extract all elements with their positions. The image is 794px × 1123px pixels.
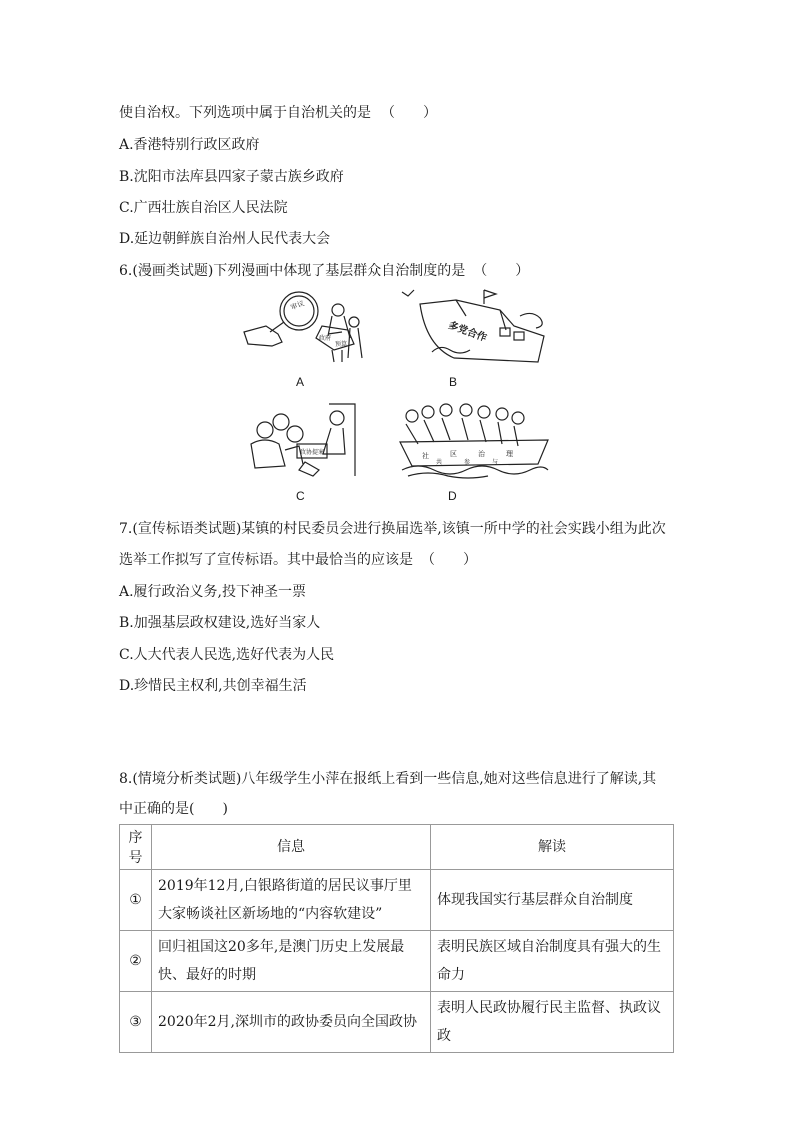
table-row xyxy=(120,870,674,931)
q8-info-table xyxy=(119,824,674,1053)
cartoon-d-text-2: 区 xyxy=(450,450,457,458)
q7-option-c: C.人大代表人民选,选好代表为人民 xyxy=(119,647,335,663)
q5-option-b: B.沈阳市法库县四家子蒙古族乡政府 xyxy=(119,169,344,185)
cartoon-b-image xyxy=(396,286,551,364)
table-header-interpretation: 解读 xyxy=(431,825,674,870)
q8-stem-line1: 8.(情境分析类试题)八年级学生小萍在报纸上看到一些信息,她对这些信息进行了解读,其 xyxy=(119,771,657,787)
q6-paren: （ ） xyxy=(473,263,530,279)
q7-stem-line2-text: 选举工作拟写了宣传标语。其中最恰当的应该是 xyxy=(119,552,413,568)
cartoon-d-text-5: 共 xyxy=(436,459,443,466)
cartoon-a-caption: A xyxy=(296,375,305,389)
q7-stem-line1: 7.(宣传标语类试题)某镇的村民委员会进行换届选举,该镇一所中学的社会实践小组为此次 xyxy=(119,521,666,537)
table-cell-index: ③ xyxy=(120,992,152,1053)
cartoon-d-text-1: 社 xyxy=(422,452,429,460)
q5-option-d: D.延边朝鲜族自治州人民代表大会 xyxy=(119,231,331,247)
cartoon-b-caption: B xyxy=(449,375,458,389)
cartoon-d-text-6: 参 xyxy=(464,459,471,466)
q7-option-b: B.加强基层政权建设,选好当家人 xyxy=(119,615,321,631)
q7-paren: （ ） xyxy=(421,552,477,568)
q5-option-a: A.香港特别行政区政府 xyxy=(119,137,260,153)
cartoon-d-text-3: 治 xyxy=(478,450,485,458)
q8-stem-line2: 中正确的是( ) xyxy=(119,801,228,817)
q7-option-d: D.珍惜民主权利,共创幸福生活 xyxy=(119,678,307,694)
table-cell-index: ② xyxy=(120,931,152,992)
table-header-info: 信息 xyxy=(152,825,431,870)
table-row xyxy=(120,931,674,992)
table-header-row xyxy=(120,825,674,870)
cartoon-a-doc1-text: 政府 xyxy=(319,335,332,342)
table-cell-info: 2019年12月,白银路街道的居民议事厅里大家畅谈社区新场地的“内容软建设” xyxy=(152,870,431,931)
table-cell-interpretation: 表明民族区域自治制度具有强大的生命力 xyxy=(431,931,674,992)
table-cell-interpretation: 表明人民政协履行民主监督、执政议政 xyxy=(431,992,674,1053)
q5-option-c: C.广西壮族自治区人民法院 xyxy=(119,200,288,216)
table-cell-info: 2020年2月,深圳市的政协委员向全国政协 xyxy=(152,992,431,1053)
cartoon-c-paper-text: 政协提案 xyxy=(300,449,325,456)
table-cell-interpretation: 体现我国实行基层群众自治制度 xyxy=(431,870,674,931)
q7-stem-line2 xyxy=(119,550,477,570)
table-header-index: 序号 xyxy=(120,825,152,870)
cartoon-d-image xyxy=(398,400,550,480)
cartoon-d-text-4: 理 xyxy=(506,450,513,458)
q6-stem xyxy=(119,261,529,281)
cartoon-a-glass-text: 审议 xyxy=(289,299,306,312)
cartoon-d-text-7: 与 xyxy=(492,459,499,466)
cartoon-c-caption: C xyxy=(296,489,305,503)
cartoon-a-doc2-text: 预算 xyxy=(335,341,348,348)
q6-stem-text: 6.(漫画类试题)下列漫画中体现了基层群众自治制度的是 xyxy=(119,263,466,279)
table-cell-info: 回归祖国这20多年,是澳门历史上发展最快、最好的时期 xyxy=(152,931,431,992)
cartoon-a-image xyxy=(242,288,367,364)
table-row xyxy=(120,992,674,1053)
q5-paren: （ ） xyxy=(381,105,437,121)
cartoon-b-ship-text: 多党合作 xyxy=(446,320,489,345)
q7-option-a: A.履行政治义务,投下神圣一票 xyxy=(119,584,307,600)
q5-stem-text: 使自治权。下列选项中属于自治机关的是 xyxy=(119,105,371,121)
cartoon-c-image xyxy=(245,400,363,480)
table-cell-index: ① xyxy=(120,870,152,931)
cartoon-d-caption: D xyxy=(448,489,457,503)
q5-stem xyxy=(119,103,437,123)
